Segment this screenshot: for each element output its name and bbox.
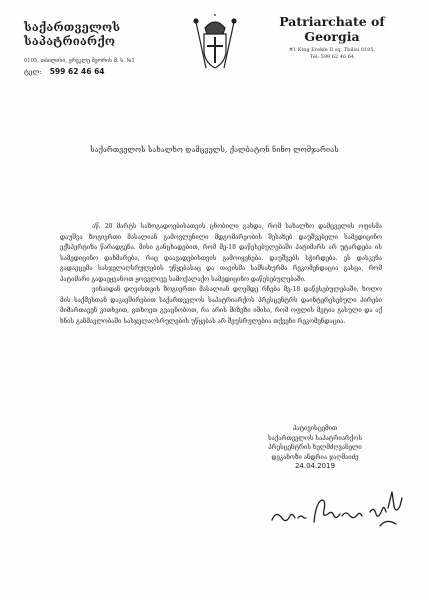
org-name-english-line2: Georgia bbox=[304, 29, 360, 44]
org-name-georgian: საქართველოს საპატრიარქო bbox=[24, 20, 121, 48]
phone-number: 599 62 46 64 bbox=[49, 67, 105, 76]
patriarchate-emblem-icon bbox=[190, 14, 240, 72]
body-paragraph-1: აწ. 20 მარტს საზოგადოებისათვის ცნობილი გახდა, რომ სახალხო დამცველის ოფისმა დაუშვა ზოგიერთი მასალიან გამოვლენილი მდგომარეობის შესახებ დაუშვებელი სამედიცინო ექსპერტიზა წარადგენა. მისი განცხადებით, რომ მე-18 დაწესებულებაში პატიმარს არ უტარდება ის სამედიცინო დახმარება, რაც დაავადებისთვის გამოიყენება. დაუშვებს სჭირდება. ეს დასკვნა გადაეცემა სასჯელაღსრულების უწყებასაც და თავისმა სამსახურმა რეკომენდაცია გასცა, რომ პატიმარი გადაეყვანოთ ყოველივე სამოქალაქო სამედიცინო დაწესებულებაში. bbox=[60, 223, 382, 283]
phone-english: Tel: 599 62 46 64 bbox=[309, 54, 355, 60]
address-georgian: 0105, თბილისი, ერეკლე მეორის მ. ს. №1 bbox=[24, 58, 135, 64]
letterhead-left bbox=[24, 20, 184, 77]
signer-title: პრესცენტრის ხელმძღვანელი bbox=[268, 444, 362, 452]
handwritten-signature bbox=[268, 488, 408, 532]
address-english: #1 King Erekle II sq. Tbilisi 0105, bbox=[288, 47, 376, 53]
recipient-line: საქართველოს სახალხო დამცველს, ქალბატონ ნინო ლომჯარიას bbox=[90, 146, 339, 154]
phone-row bbox=[24, 67, 184, 77]
letter-date: 24.04.2019 bbox=[294, 462, 336, 471]
tel-label: ტელ: bbox=[24, 68, 42, 76]
signature-block bbox=[250, 424, 380, 472]
signer-org: საქართველოს საპატრიარქოს bbox=[268, 434, 362, 442]
body-paragraph-2: ვინაიდან დღეისთვის ზოგიერთი მასალიან დღემდე რჩება მე-18 დაწესებულებაში, ხოლო მის საქმესთან დაკავშირებით საქართველოს საპატრიარქოს პრესცენტრს დაინტერესებული პირები მიმართავენ კითხვით, გთხოვთ გვაცნობოთ, რა არის მიზეზი იმისა, რომ ოფლის მეტია გასული და აქ ხნის განმავლობაში სასჯელაღსრულების უწყებას არ შეუსრულებია თქვენი რეკომენდაცია. bbox=[60, 286, 382, 325]
letterhead-right bbox=[252, 14, 412, 61]
letter-body bbox=[60, 222, 382, 327]
closing: პატივისცემით bbox=[292, 425, 338, 432]
signer-name: დეკანოზი ანდრია ჯაღმაიძე bbox=[271, 453, 359, 461]
org-name-english-line1: Patriarchate of bbox=[279, 14, 385, 29]
